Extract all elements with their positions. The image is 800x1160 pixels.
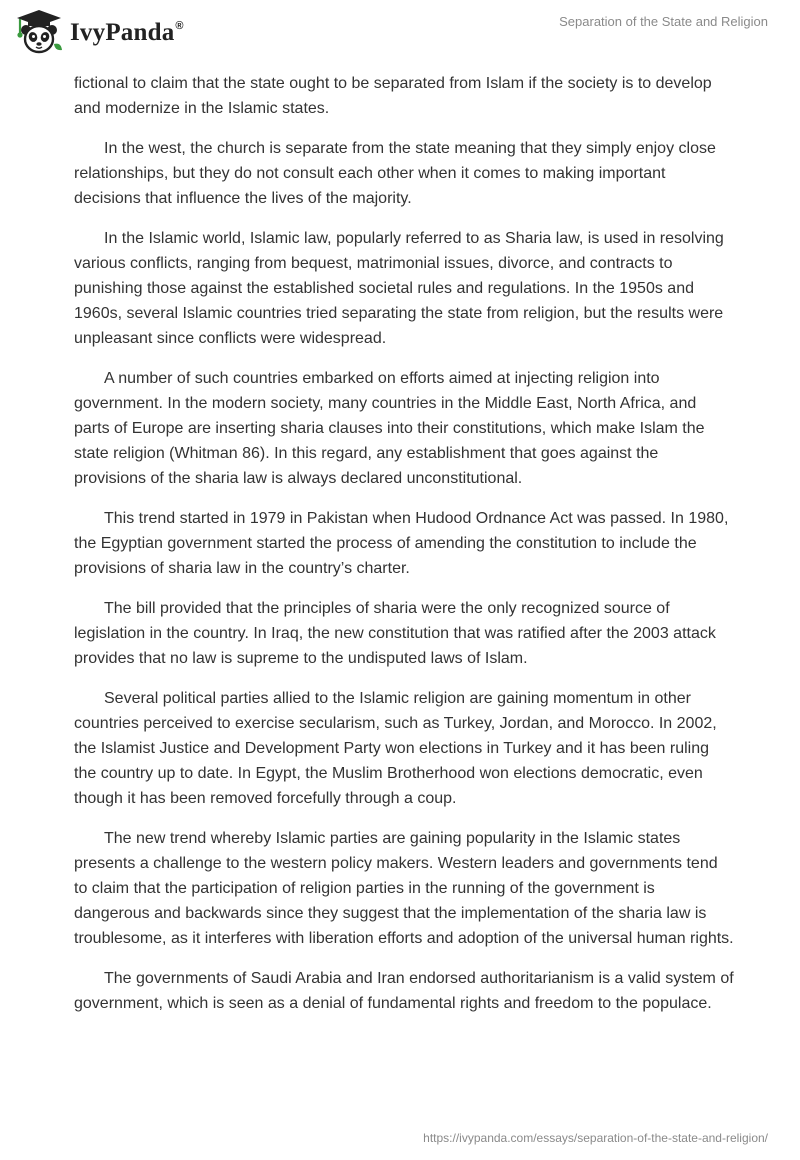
ivypanda-logo[interactable]	[14, 8, 184, 56]
paragraph: The new trend whereby Islamic parties are gaining popularity in the Islamic states presents a challenge to the western policy makers. Western leaders and governments tend to claim that the participation of religion parties in the running of the government is dangerous and backwards since they suggest that the implementation of the sharia law is troublesome, as it interferes with liberation efforts and adoption of the universal human rights.	[74, 830, 734, 947]
page-header	[0, 0, 800, 64]
source-url[interactable]: https://ivypanda.com/essays/separation-of-the-state-and-religion/	[423, 1131, 768, 1145]
paragraph: A number of such countries embarked on efforts aimed at injecting religion into government. In the modern society, many countries in the Middle East, North Africa, and parts of Europe are inserting sharia clauses into their constitutions, which make Islam the state religion (Whitman 86). In this regard, any establishment that goes against the provisions of the sharia law is always declared unconstitutional.	[74, 370, 705, 487]
panda-graduate-icon	[14, 8, 64, 56]
paragraph: In the west, the church is separate from the state meaning that they simply enjoy close relationships, but they do not consult each other when it comes to making important decisions that influence the lives of the majority.	[74, 140, 716, 207]
paragraph: The governments of Saudi Arabia and Iran endorsed authoritarianism is a valid system of government, which is seen as a denial of fundamental rights and freedom to the populace.	[74, 970, 734, 1012]
paragraph: In the Islamic world, Islamic law, popularly referred to as Sharia law, is used in resolving various conflicts, ranging from bequest, matrimonial issues, divorce, and contracts to punishing those against the established societal rules and regulations. In the 1950s and 1960s, several Islamic countries tried separating the state from religion, but the results were unpleasant since conflicts were widespread.	[74, 230, 724, 347]
essay-body	[74, 71, 734, 1031]
running-title: Separation of the State and Religion	[559, 14, 768, 29]
paragraph: Several political parties allied to the Islamic religion are gaining momentum in other countries perceived to exercise secularism, such as Turkey, Jordan, and Morocco. In 2002, the Islamist Justice and Development Party won elections in Turkey and it has been ruling the country up to date. In Egypt, the Muslim Brotherhood won elections democratic, even though it has been removed forcefully through a coup.	[74, 690, 717, 807]
paragraph: The bill provided that the principles of sharia were the only recognized source of legislation in the country. In Iraq, the new constitution that was ratified after the 2003 attack provides that no law is supreme to the undisputed laws of Islam.	[74, 600, 716, 667]
paragraph: fictional to claim that the state ought to be separated from Islam if the society is to develop and modernize in the Islamic states.	[74, 75, 712, 117]
brand-name	[70, 19, 184, 47]
brand-name-text: IvyPanda	[70, 19, 175, 46]
registered-mark: ®	[175, 19, 184, 32]
paragraph: This trend started in 1979 in Pakistan when Hudood Ordnance Act was passed. In 1980, the Egyptian government started the process of amending the constitution to include the provisions of sharia law in the country’s charter.	[74, 510, 729, 577]
